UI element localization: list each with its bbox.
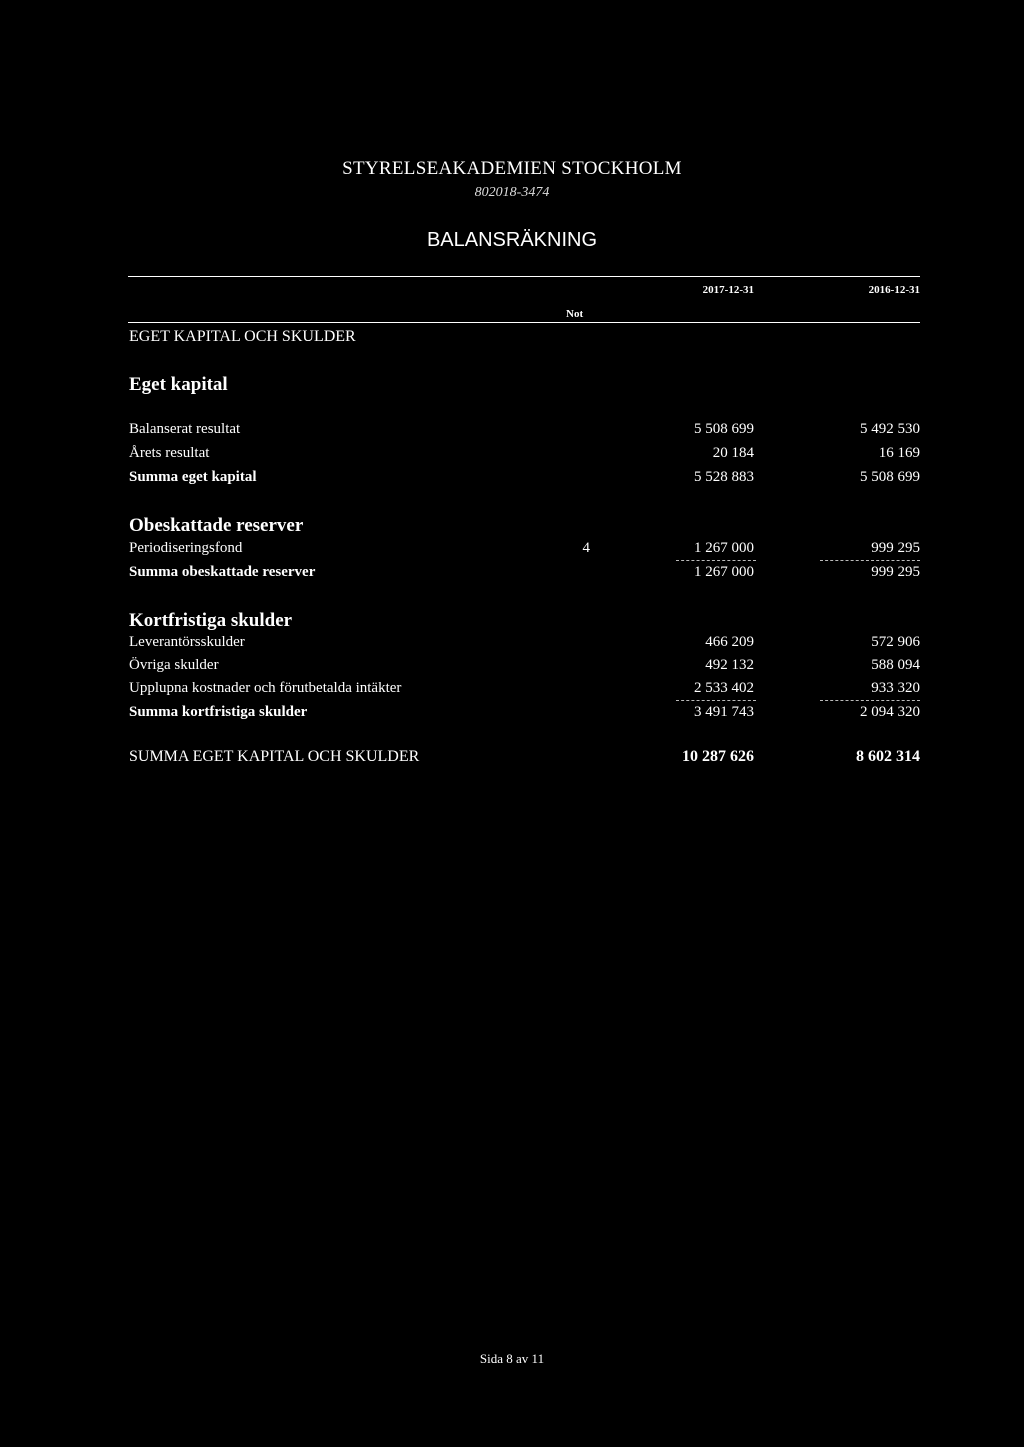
total-label: Summa kortfristiga skulder	[129, 704, 308, 720]
page-number: Sida 8 av 11	[479, 1351, 545, 1366]
row-value-previous: 999 295	[871, 540, 920, 556]
row-value-previous: 933 320	[871, 680, 920, 696]
reserves-heading: Obeskattade reserver	[129, 515, 304, 536]
total-label: Summa obeskattade reserver	[129, 564, 316, 580]
organization-name: STYRELSEAKADEMIEN STOCKHOLM	[342, 158, 682, 179]
row-value-current: 5 508 699	[694, 421, 754, 437]
column-note: Not	[566, 308, 584, 320]
row-value-current: 2 533 402	[694, 680, 754, 696]
total-value-current: 1 267 000	[694, 564, 754, 580]
row-value-current: 20 184	[712, 445, 754, 461]
subtotal-underline	[820, 560, 920, 561]
header-rule	[128, 322, 920, 323]
liabilities-heading: Kortfristiga skulder	[129, 610, 293, 631]
row-label: Periodiseringsfond	[129, 540, 243, 556]
row-value-current: 1 267 000	[694, 540, 754, 556]
total-value-previous: 2 094 320	[860, 704, 920, 720]
row-value-current: 466 209	[705, 634, 754, 650]
total-label: Summa eget kapital	[129, 469, 257, 485]
column-date-current: 2017-12-31	[702, 284, 754, 296]
total-value-previous: 999 295	[871, 564, 920, 580]
total-value-current: 3 491 743	[694, 704, 754, 720]
row-label: Upplupna kostnader och förutbetalda intäkter	[129, 680, 402, 696]
row-note: 4	[582, 540, 590, 556]
top-rule	[128, 276, 920, 277]
total-value-previous: 5 508 699	[860, 469, 920, 485]
column-date-previous: 2016-12-31	[868, 284, 920, 296]
row-label: Balanserat resultat	[129, 421, 241, 437]
row-value-previous: 16 169	[878, 445, 920, 461]
total-value-current: 5 528 883	[694, 469, 754, 485]
grand-total-label: SUMMA EGET KAPITAL OCH SKULDER	[129, 748, 420, 765]
subtotal-underline	[820, 700, 920, 701]
document-title: BALANSRÄKNING	[426, 229, 598, 251]
row-value-current: 492 132	[705, 657, 754, 673]
equity-heading: Eget kapital	[129, 374, 228, 395]
section-title: EGET KAPITAL OCH SKULDER	[129, 328, 356, 345]
row-value-previous: 588 094	[871, 657, 920, 673]
grand-total-current: 10 287 626	[682, 748, 754, 765]
subtotal-underline	[676, 700, 756, 701]
subtotal-underline	[676, 560, 756, 561]
row-label: Årets resultat	[129, 445, 210, 461]
grand-total-previous: 8 602 314	[856, 748, 920, 765]
row-label: Leverantörsskulder	[129, 634, 245, 650]
row-value-previous: 5 492 530	[860, 421, 920, 437]
row-label: Övriga skulder	[129, 657, 219, 673]
organization-number: 802018-3474	[474, 185, 550, 200]
row-value-previous: 572 906	[871, 634, 920, 650]
